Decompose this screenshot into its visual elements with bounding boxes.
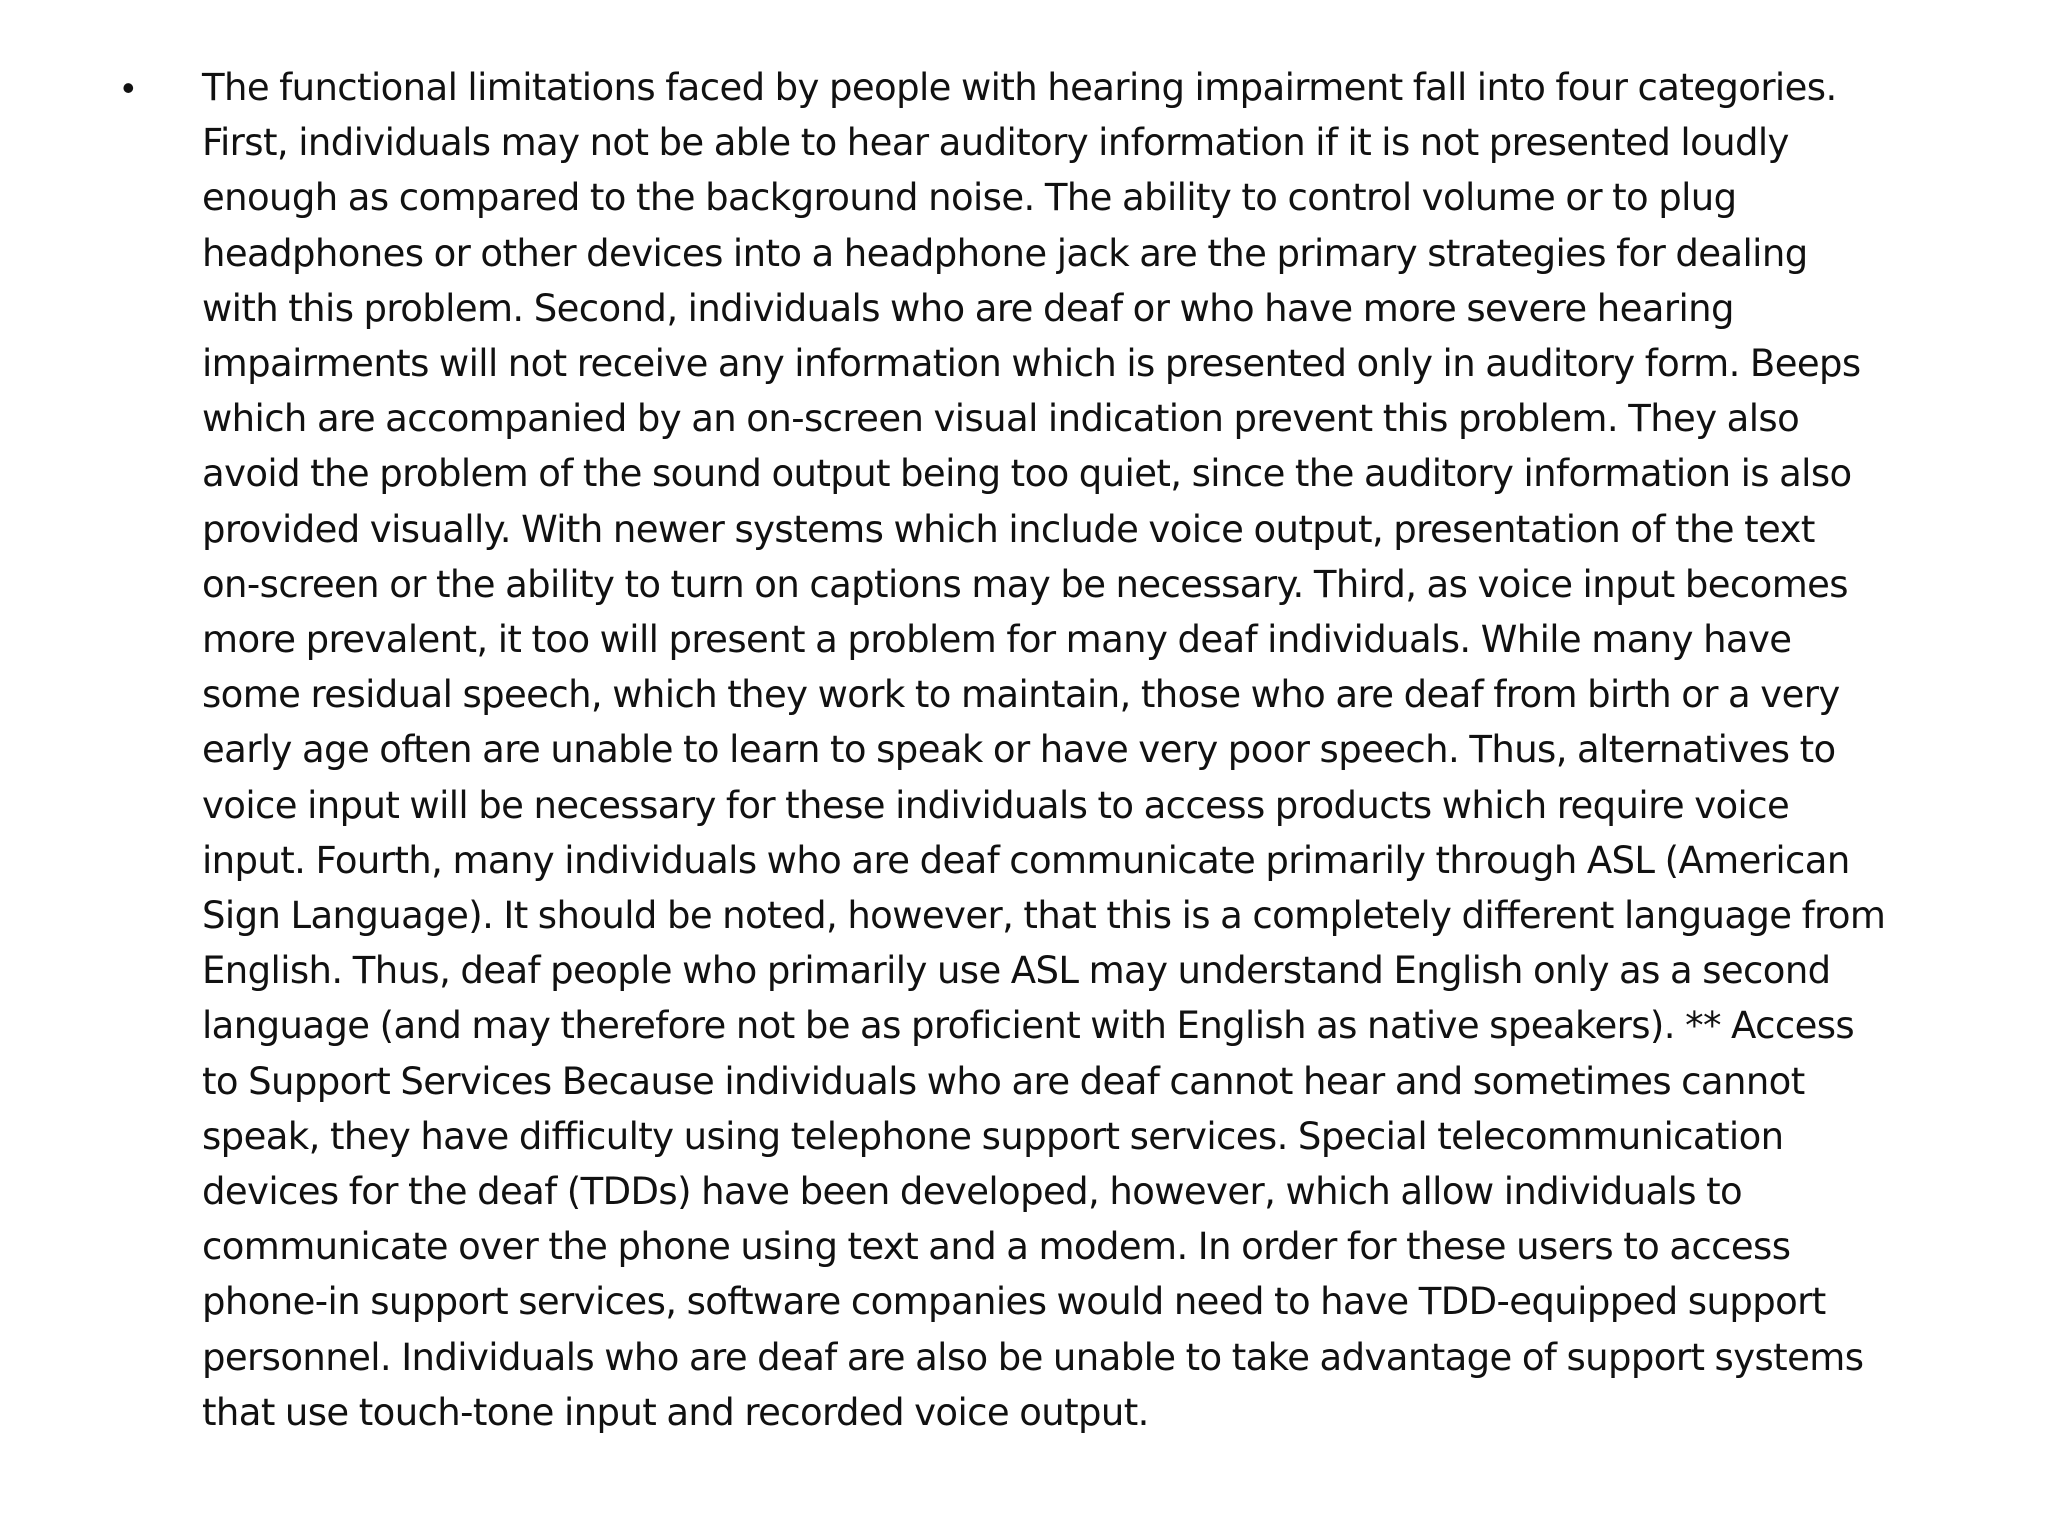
- paragraph-line: voice input will be necessary for these individuals to access products which require voice: [202, 783, 1790, 827]
- paragraph-line: on-screen or the ability to turn on captions may be necessary. Third, as voice input becomes: [202, 562, 1848, 606]
- paragraph-line: more prevalent, it too will present a problem for many deaf individuals. While many have: [202, 618, 1792, 662]
- bullet-paragraph: [202, 60, 1952, 1440]
- paragraph-line: some residual speech, which they work to maintain, those who are deaf from birth or a very: [202, 673, 1840, 717]
- paragraph-line: The functional limitations faced by people with hearing impairment fall into four categories.: [202, 66, 1837, 109]
- paragraph-line: English. Thus, deaf people who primarily use ASL may understand English only as a second: [202, 949, 1831, 993]
- paragraph-line: phone-in support services, software companies would need to have TDD-equipped support: [202, 1280, 1826, 1324]
- paragraph-line: with this problem. Second, individuals who are deaf or who have more severe hearing: [202, 286, 1734, 330]
- paragraph-line: which are accompanied by an on-screen visual indication prevent this problem. They also: [202, 397, 1800, 441]
- paragraph-line: First, individuals may not be able to hear auditory information if it is not presented loudly: [202, 121, 1789, 165]
- paragraph-line: early age often are unable to learn to speak or have very poor speech. Thus, alternatives to: [202, 728, 1836, 772]
- paragraph-line: avoid the problem of the sound output being too quiet, since the auditory information is also: [202, 452, 1852, 496]
- paragraph-line: communicate over the phone using text and a modem. In order for these users to access: [202, 1225, 1791, 1269]
- paragraph-line: to Support Services Because individuals who are deaf cannot hear and sometimes cannot: [202, 1059, 1805, 1103]
- paragraph-line: input. Fourth, many individuals who are deaf communicate primarily through ASL (American: [202, 838, 1850, 882]
- paragraph-line: speak, they have difficulty using telephone support services. Special telecommunication: [202, 1114, 1784, 1158]
- paragraph-line: that use touch-tone input and recorded voice output.: [202, 1390, 1149, 1434]
- bullet-dot-icon: •: [122, 67, 135, 108]
- paragraph-line: provided visually. With newer systems which include voice output, presentation of the text: [202, 507, 1815, 551]
- bullet-item: [122, 60, 1952, 1440]
- paragraph-line: language (and may therefore not be as proficient with English as native speakers). ** Access: [202, 1004, 1855, 1048]
- paragraph-line: enough as compared to the background noise. The ability to control volume or to plug: [202, 176, 1737, 220]
- paragraph-line: personnel. Individuals who are deaf are also be unable to take advantage of support systems: [202, 1335, 1864, 1379]
- paragraph-line: headphones or other devices into a headphone jack are the primary strategies for dealing: [202, 231, 1808, 275]
- paragraph-line: impairments will not receive any information which is presented only in auditory form. Beeps: [202, 342, 1861, 386]
- paragraph-line: Sign Language). It should be noted, however, that this is a completely different language from: [202, 894, 1886, 938]
- paragraph-line: devices for the deaf (TDDs) have been developed, however, which allow individuals to: [202, 1170, 1743, 1214]
